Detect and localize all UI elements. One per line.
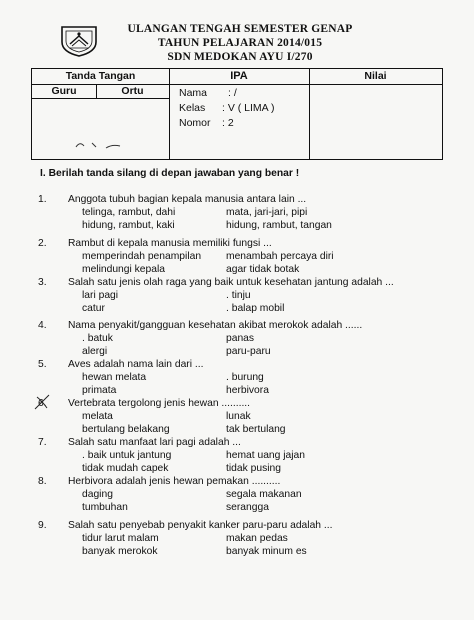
question-number: 7. bbox=[38, 437, 47, 448]
answer-option: mata, jari-jari, pipi bbox=[226, 207, 308, 218]
answer-option: serangga bbox=[226, 502, 269, 513]
answer-option: hidung, rambut, kaki bbox=[82, 220, 175, 231]
nama-label: Nama bbox=[179, 87, 208, 99]
question-text: Aves adalah nama lain dari ... bbox=[68, 359, 204, 370]
question-number: 1. bbox=[38, 194, 47, 205]
school-logo-icon bbox=[58, 24, 100, 58]
answer-option: paru-paru bbox=[226, 346, 271, 357]
header-guru: Guru bbox=[51, 85, 77, 97]
answer-option: hemat uang jajan bbox=[226, 450, 306, 461]
answer-option: tidak mudah capek bbox=[82, 463, 169, 474]
answer-option: daging bbox=[82, 489, 113, 500]
answer-option: . baik untuk jantung bbox=[82, 450, 172, 461]
answer-option: tak bertulang bbox=[226, 424, 286, 435]
answer-option: tidak pusing bbox=[226, 463, 281, 474]
header-school-name: SDN MEDOKAN AYU I/270 bbox=[167, 51, 313, 63]
kelas-label: Kelas bbox=[179, 102, 206, 114]
answer-option: bertulang belakang bbox=[82, 424, 170, 435]
header-academic-year: TAHUN PELAJARAN 2014/015 bbox=[157, 37, 323, 49]
question-number: 8. bbox=[38, 476, 47, 487]
question-number: 4. bbox=[38, 320, 47, 331]
question-text: Nama penyakit/gangguan kesehatan akibat merokok adalah ...... bbox=[68, 320, 363, 331]
header-ortu: Ortu bbox=[121, 85, 144, 97]
header-title: ULANGAN TENGAH SEMESTER GENAP bbox=[127, 23, 353, 35]
question-text: Anggota tubuh bagian kepala manusia antara lain ... bbox=[68, 194, 307, 205]
answer-option: telinga, rambut, dahi bbox=[82, 207, 176, 218]
answer-option: banyak minum es bbox=[226, 546, 307, 557]
answer-option: lari pagi bbox=[82, 290, 119, 301]
answer-option: primata bbox=[82, 385, 117, 396]
header-nilai: Nilai bbox=[364, 70, 387, 82]
answer-option: . balap mobil bbox=[226, 303, 285, 314]
question-number: 5. bbox=[38, 359, 47, 370]
answer-option: catur bbox=[82, 303, 105, 314]
kelas-value: : V ( LIMA ) bbox=[222, 102, 275, 114]
answer-option: lunak bbox=[226, 411, 251, 422]
question-number: 6. bbox=[38, 398, 47, 409]
instruction-text: I. Berilah tanda silang di depan jawaban yang benar ! bbox=[40, 168, 300, 179]
answer-option: . batuk bbox=[82, 333, 113, 344]
answer-option: melindungi kepala bbox=[82, 264, 166, 275]
question-text: Salah satu jenis olah raga yang baik untuk kesehatan jantung adalah ... bbox=[68, 277, 394, 288]
header-tanda-tangan: Tanda Tangan bbox=[65, 70, 136, 82]
answer-option: alergi bbox=[82, 346, 108, 357]
answer-option: hewan melata bbox=[82, 372, 147, 383]
pencil-cross-mark-icon bbox=[33, 392, 51, 412]
identity-table bbox=[31, 68, 443, 160]
answer-option: segala makanan bbox=[226, 489, 302, 500]
answer-option: herbivora bbox=[226, 385, 269, 396]
answer-option: menambah percaya diri bbox=[226, 251, 334, 262]
question-text: Herbivora adalah jenis hewan pemakan .......... bbox=[68, 476, 281, 487]
nama-value: : / bbox=[228, 87, 237, 99]
answer-option: . tinju bbox=[226, 290, 251, 301]
answer-option: tidur larut malam bbox=[82, 533, 159, 544]
answer-option: tumbuhan bbox=[82, 502, 128, 513]
answer-option: agar tidak botak bbox=[226, 264, 300, 275]
question-number: 9. bbox=[38, 520, 47, 531]
signature-mark-icon bbox=[72, 133, 132, 153]
question-text: Rambut di kepala manusia memiliki fungsi ... bbox=[68, 238, 272, 249]
answer-option: makan pedas bbox=[226, 533, 288, 544]
answer-option: panas bbox=[226, 333, 255, 344]
question-text: Vertebrata tergolong jenis hewan .......... bbox=[68, 398, 251, 409]
answer-option: melata bbox=[82, 411, 113, 422]
header-subject: IPA bbox=[230, 70, 248, 82]
answer-option: hidung, rambut, tangan bbox=[226, 220, 332, 231]
question-number: 2. bbox=[38, 238, 47, 249]
question-text: Salah satu manfaat lari pagi adalah ... bbox=[68, 437, 241, 448]
question-number: 3. bbox=[38, 277, 47, 288]
question-text: Salah satu penyebab penyakit kanker paru-paru adalah ... bbox=[68, 520, 333, 531]
answer-option: memperindah penampilan bbox=[82, 251, 202, 262]
answer-option: banyak merokok bbox=[82, 546, 158, 557]
nomor-value: : 2 bbox=[222, 117, 234, 129]
nomor-label: Nomor bbox=[179, 117, 211, 129]
answer-option: . burung bbox=[226, 372, 264, 383]
